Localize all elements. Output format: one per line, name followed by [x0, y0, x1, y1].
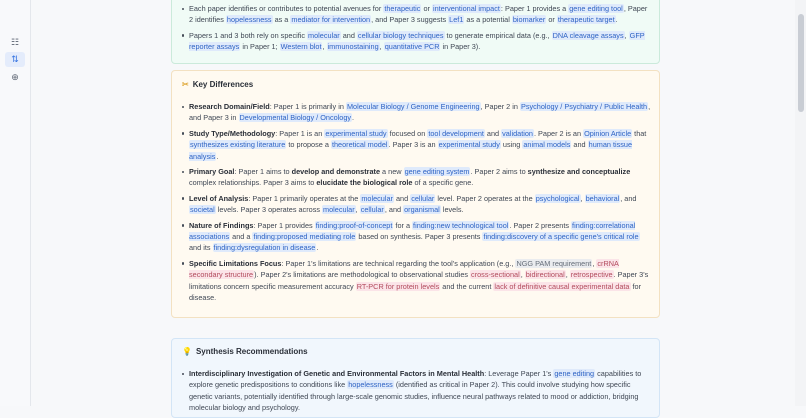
- text: .: [216, 151, 219, 161]
- similarities-list: [181, 3, 652, 57]
- text: levels. Paper 3 operates across: [215, 205, 323, 215]
- bold-text: Nature of Findings: [189, 220, 254, 230]
- synthesis-header: [182, 347, 308, 356]
- text: using: [500, 140, 523, 150]
- text: as a potential: [464, 15, 512, 25]
- highlighted-term: cellular biology techniques: [357, 30, 444, 40]
- highlighted-term: validation: [502, 128, 533, 138]
- highlighted-term: experimental study: [438, 140, 500, 150]
- text: , and Paper 3 suggests: [371, 15, 449, 25]
- list-icon[interactable]: ☷: [10, 37, 20, 47]
- highlighted-term: hopelessness: [348, 380, 393, 390]
- text: : Paper 1 primarily operates at the: [248, 193, 361, 203]
- highlighted-term: finding:correlational associations: [189, 220, 636, 242]
- highlighted-term: immunostaining: [327, 42, 379, 52]
- highlighted-term: gene editing tool: [569, 4, 623, 13]
- bold-text: Level of Analysis: [189, 193, 249, 203]
- bold-text: Research Domain/Field: [189, 102, 270, 111]
- text: or: [421, 4, 432, 13]
- list-item: [181, 193, 652, 216]
- highlighted-term: NGG PAM requirement: [516, 258, 592, 268]
- text: , and Paper 3 in: [189, 102, 651, 123]
- list-item: [181, 166, 652, 189]
- highlighted-term: bidirectional: [525, 270, 565, 280]
- text: ,: [322, 42, 327, 52]
- bold-text: Interdisciplinary Investigation of Genetic and Environmental Factors in Mental Health: [189, 369, 485, 378]
- text: . Paper 2 presents: [509, 220, 572, 230]
- text: complex relationships. Paper 3 aims to: [189, 178, 317, 188]
- highlighted-term: Opinion Article: [584, 128, 632, 138]
- differences-card: [171, 70, 660, 318]
- text: and the current: [440, 281, 494, 291]
- highlighted-term: finding:proposed mediating role: [253, 232, 356, 242]
- text: (identified as critical in Paper 2). This could involve studying how specific genetic variants, potentially identified through large-scale genomic studies, influence neural pathways related to mood or addiction, bridging molecular biology and psychology.: [189, 380, 639, 413]
- highlighted-term: finding:discovery of a specific gene's critical role: [483, 232, 639, 242]
- highlighted-term: gene editing: [554, 369, 595, 378]
- text: .: [615, 15, 618, 25]
- text: and: [393, 193, 411, 203]
- text: Each paper identifies or contributes to potential avenues for: [189, 4, 384, 13]
- highlighted-term: animal models: [523, 140, 571, 150]
- text: : Paper 1 is an: [275, 128, 325, 138]
- text: and a: [230, 232, 253, 242]
- list-item: [181, 258, 652, 304]
- highlighted-term: psychological: [535, 193, 580, 203]
- list-item: [181, 368, 652, 414]
- highlighted-term: Psychology / Psychiatry / Public Health: [520, 102, 648, 111]
- highlighted-term: finding:new technological tool: [413, 220, 509, 230]
- highlighted-term: therapeutic: [384, 4, 421, 13]
- highlighted-term: Developmental Biology / Oncology: [239, 113, 352, 123]
- text: : Paper 1 is primarily in: [269, 102, 346, 111]
- text: based on synthesis. Paper 3 presents: [356, 232, 483, 242]
- text: : Paper 1 provides a: [500, 4, 569, 13]
- text: ). Paper 2's limitations are methodological to observational studies: [254, 270, 471, 280]
- text: for disease.: [189, 281, 642, 303]
- text: levels.: [440, 205, 464, 215]
- synthesis-list: [181, 368, 652, 418]
- text: , Paper 2 in: [480, 102, 520, 111]
- scrollbar-thumb[interactable]: [798, 14, 804, 112]
- text: ,: [624, 30, 629, 40]
- highlighted-term: organismal: [404, 205, 440, 215]
- text: ,: [379, 42, 384, 52]
- highlighted-term: cellular: [411, 193, 435, 203]
- text: as a: [272, 15, 291, 25]
- text: . Paper 3's limitations concern specific measurement accuracy: [189, 270, 649, 291]
- text: ,: [565, 270, 570, 280]
- text: ,: [355, 205, 360, 215]
- compare-icon[interactable]: ⇅: [5, 52, 25, 67]
- highlighted-term: hopelessness: [226, 15, 272, 25]
- highlighted-term: quantitative PCR: [384, 42, 440, 52]
- highlighted-term: molecular: [308, 30, 340, 40]
- bold-text: Specific Limitations Focus: [189, 258, 282, 268]
- text: : Paper 1 aims to: [234, 167, 292, 177]
- text: to propose a: [286, 140, 331, 150]
- highlighted-term: biomarker: [512, 15, 546, 25]
- list-item: [181, 220, 652, 254]
- highlighted-term: tool development: [428, 128, 484, 138]
- text: and its: [189, 243, 213, 253]
- synthesis-title: Synthesis Recommendations: [195, 347, 308, 356]
- highlighted-term: lack of definitive causal experimental data: [494, 281, 630, 291]
- list-item: [181, 128, 652, 162]
- text: , and: [384, 205, 404, 215]
- text: capabilities to explore genetic predispositions to conditions like: [189, 369, 642, 390]
- highlighted-term: cellular: [360, 205, 384, 215]
- highlighted-term: mediator for intervention: [291, 15, 371, 25]
- differences-title: Key Differences: [192, 80, 254, 89]
- text: : Leverage Paper 1's: [484, 369, 554, 378]
- bold-text: Primary Goal: [189, 167, 235, 177]
- bold-text: elucidate the biological role: [316, 178, 413, 188]
- scrollbar[interactable]: [795, 0, 806, 406]
- highlighted-term: Western blot: [280, 42, 322, 52]
- list-item: [181, 30, 652, 53]
- text: .: [352, 113, 355, 123]
- text: that: [632, 128, 647, 138]
- left-toolbar: [0, 0, 31, 406]
- list-item: [181, 3, 652, 26]
- text: and: [571, 140, 588, 150]
- highlighted-term: theoretical model: [331, 140, 388, 150]
- bold-text: Study Type/Methodology: [189, 128, 276, 138]
- highlighted-term: retrospective: [570, 270, 613, 280]
- highlighted-term: Lef1: [449, 15, 464, 25]
- text: to generate empirical data (e.g.,: [444, 30, 552, 40]
- highlighted-term: societal: [190, 205, 215, 215]
- text: ,: [520, 270, 525, 280]
- text: : Paper 1 provides: [253, 220, 315, 230]
- highlighted-term: molecular: [361, 193, 393, 203]
- similarities-card: [171, 0, 660, 64]
- text: a new: [380, 167, 404, 177]
- text: . Paper 3 is an: [388, 140, 438, 150]
- text: .: [316, 243, 319, 253]
- highlighted-term: therapeutic target: [557, 15, 615, 25]
- text: . Paper 2 is an: [533, 128, 584, 138]
- differences-list: [181, 101, 652, 308]
- text: Papers 1 and 3 both rely on specific: [189, 30, 308, 40]
- highlighted-term: crRNA secondary structure: [189, 258, 619, 280]
- text: level. Paper 2 operates at the: [435, 193, 535, 203]
- text: and: [484, 128, 502, 138]
- lightbulb-icon: 💡: [182, 347, 192, 356]
- text: focused on: [387, 128, 428, 138]
- text: ,: [592, 258, 597, 268]
- highlighted-term: cross-sectional: [471, 270, 520, 280]
- zoom-icon[interactable]: ⊕: [11, 72, 19, 82]
- highlighted-term: synthesizes existing literature: [190, 140, 286, 150]
- highlighted-term: DNA cleavage assays: [552, 30, 624, 40]
- list-item: [181, 101, 652, 124]
- highlighted-term: experimental study: [325, 128, 387, 138]
- bold-text: develop and demonstrate: [291, 167, 381, 177]
- differences-header: [182, 80, 253, 89]
- text: . Paper 2 aims to: [470, 167, 528, 177]
- highlighted-term: Molecular Biology / Genome Engineering: [346, 102, 480, 111]
- text: in Paper 1;: [240, 42, 280, 52]
- bold-text: synthesize and conceptualize: [527, 167, 631, 177]
- highlighted-term: finding:proof-of-concept: [315, 220, 393, 230]
- scissors-icon: ✂: [182, 80, 189, 89]
- text: , and: [620, 193, 637, 203]
- highlighted-term: gene editing system: [404, 167, 470, 177]
- highlighted-term: molecular: [323, 205, 355, 215]
- highlighted-term: finding:dysregulation in disease: [213, 243, 316, 253]
- highlighted-term: GFP reporter assays: [189, 30, 645, 52]
- text: for a: [393, 220, 413, 230]
- text: : Paper 1's limitations are technical regarding the tool's application (e.g.,: [281, 258, 516, 268]
- highlighted-term: behavioral: [585, 193, 620, 203]
- text: , Paper 2 identifies: [189, 4, 648, 25]
- text: ,: [580, 193, 585, 203]
- highlighted-term: RT-PCR for protein levels: [356, 281, 440, 291]
- text: of a specific gene.: [412, 178, 474, 188]
- text: or: [546, 15, 557, 25]
- highlighted-term: interventional impact: [432, 4, 500, 13]
- text: and: [340, 30, 357, 40]
- text: in Paper 3).: [440, 42, 481, 52]
- synthesis-card: [171, 338, 660, 418]
- highlighted-term: human tissue analysis: [189, 140, 633, 161]
